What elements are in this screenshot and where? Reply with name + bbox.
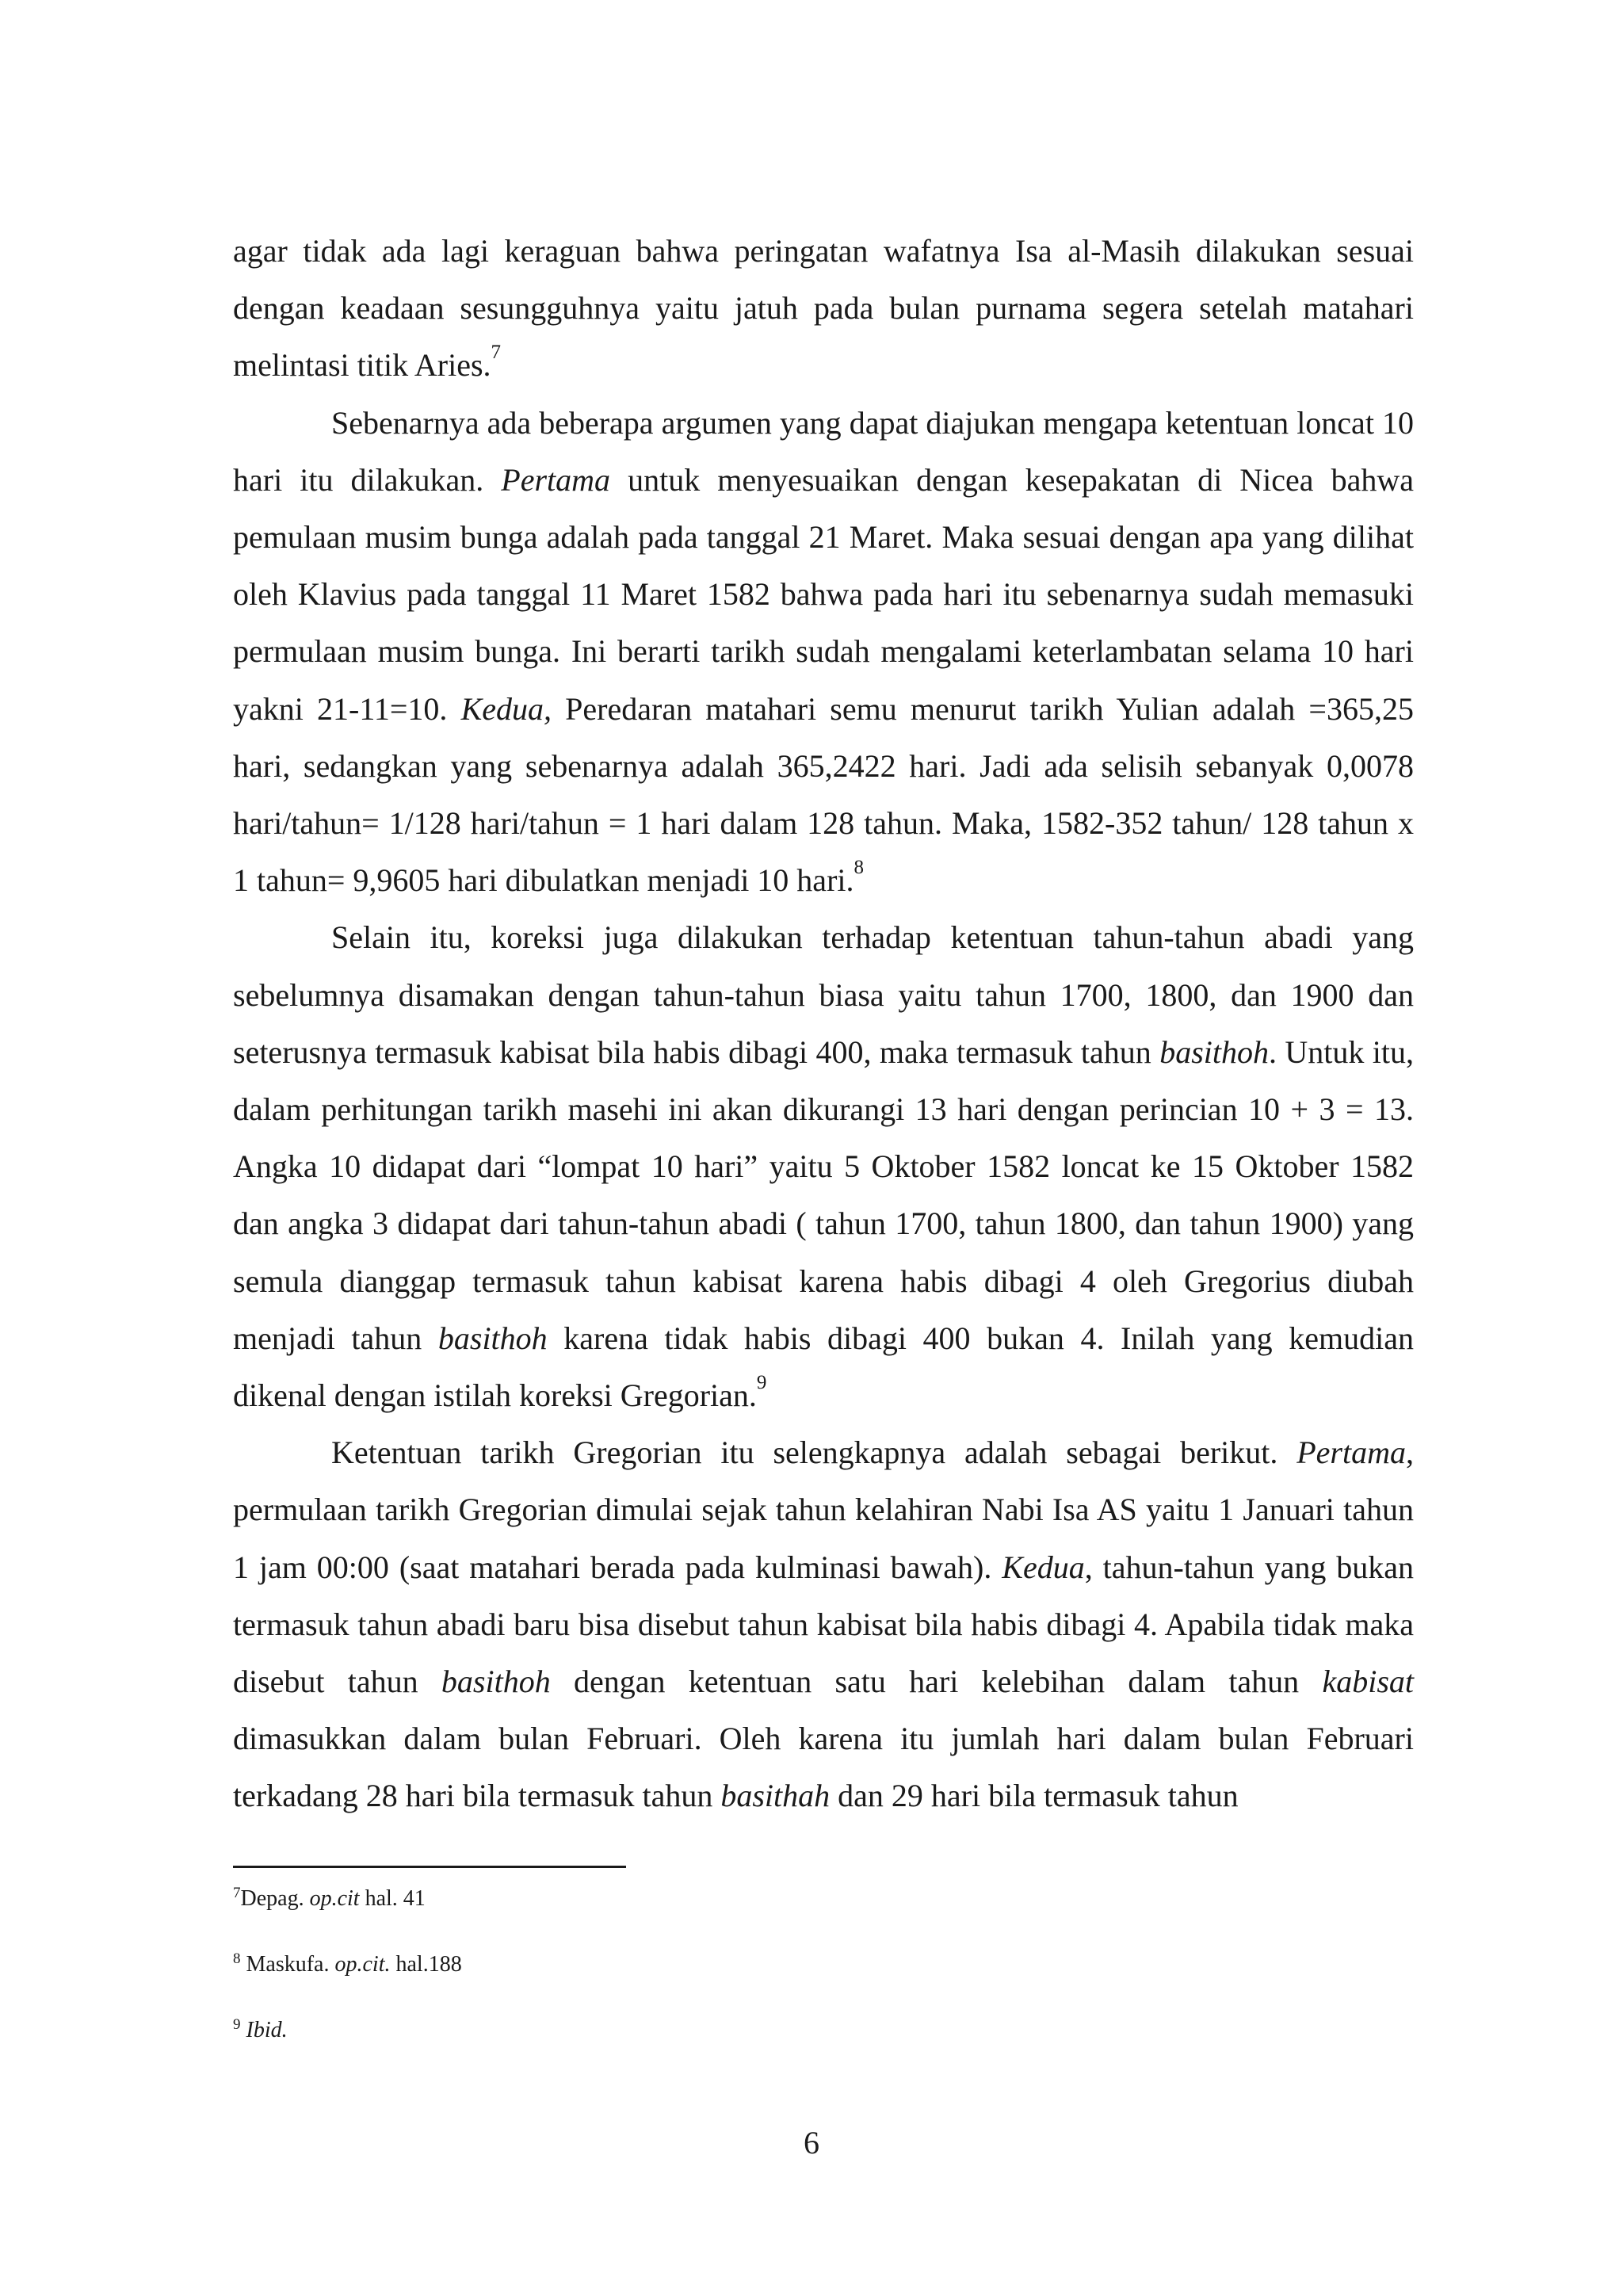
footnote [233, 1950, 1414, 1981]
text-run: Peredaran matahari semu menurut tarikh Yulian adalah =365,25 hari, sedangkan yang sebenarnya adalah 365,2422 hari. Jadi ada selisih sebanyak 0,0078 hari/tahun= 1/128 hari/tahun = 1 hari dalam 128 tahun. Maka, 1582-352 tahun/ 128 tahun x 1 tahun= 9,9605 hari dibulatkan menjadi 10 hari. [233, 690, 1414, 899]
text-run: , permulaan tarikh Gregorian dimulai sejak tahun kelahiran Nabi Isa AS yaitu 1 Januari tahun 1 jam 00:00 (saat matahari berada pada kulminasi bawah). [233, 1435, 1414, 1585]
page-number: 6 [804, 2125, 819, 2160]
text-run: Maskufa. [240, 1952, 335, 1977]
italic-text: Ibid. [246, 2018, 288, 2042]
footnotes [233, 1885, 1414, 2082]
text-run: Ketentuan tarikh Gregorian itu selengkapnya adalah sebagai berikut. [331, 1435, 1297, 1471]
footnote-number: 8 [233, 1950, 241, 1967]
italic-text: basithoh [1159, 1033, 1269, 1070]
text-run: dengan ketentuan satu hari kelebihan dalam tahun [550, 1664, 1323, 1700]
italic-text: Kedua [1002, 1549, 1085, 1585]
text-run: Selain itu, koreksi juga dilakukan terhadap ketentuan tahun-tahun abadi yang sebelumnya disamakan dengan tahun-tahun biasa yaitu tahun 1700, 1800, dan 1900 dan seterusnya termasuk kabisat bila habis dibagi 400, maka termasuk tahun [233, 919, 1414, 1070]
body-paragraph [233, 909, 1414, 1424]
text-run: dimasukkan dalam bulan Februari. Oleh karena itu jumlah hari dalam bulan Februari terkadang 28 hari bila termasuk tahun [233, 1721, 1414, 1814]
footnote-number: 7 [233, 1885, 241, 1901]
text-run: Sebenarnya ada beberapa argumen yang dapat diajukan mengapa ketentuan loncat 10 hari itu dilakukan. [233, 404, 1414, 498]
footnote [233, 1885, 1414, 1916]
italic-text: Pertama [1296, 1435, 1406, 1471]
footnote-number: 9 [233, 2016, 241, 2033]
footnote-separator [233, 1866, 626, 1868]
text-run [241, 2018, 246, 2042]
body-paragraph [233, 395, 1414, 910]
body-text [233, 223, 1414, 1825]
text-run: dan 29 hari bila termasuk tahun [830, 1778, 1239, 1814]
footnote-reference: 7 [491, 342, 502, 364]
italic-text: basithah [720, 1778, 831, 1814]
italic-text: kabisat [1322, 1664, 1414, 1700]
text-run: . Untuk itu, dalam perhitungan tarikh masehi ini akan dikurangi 13 hari dengan perincian 10 + 3 = 13. Angka 10 didapat dari “lompat 10 hari” yaitu 5 Oktober 1582 loncat ke 15 Oktober 1582 dan angka 3 didapat dari tahun-tahun abadi ( tahun 1700, tahun 1800, dan tahun 1900) yang semula dianggap termasuk tahun kabisat karena habis dibagi 4 oleh Gregorius diubah menjadi tahun [233, 1033, 1414, 1356]
text-run: , tahun-tahun yang bukan termasuk tahun abadi baru bisa disebut tahun kabisat bila habis dibagi 4. Apabila tidak maka disebut tahun [233, 1549, 1415, 1700]
body-paragraph [233, 223, 1414, 395]
text-run: hal.188 [390, 1952, 462, 1977]
italic-text: Kedua, [460, 690, 552, 727]
italic-text: op.cit [309, 1886, 360, 1911]
text-run: agar tidak ada lagi keraguan bahwa peringatan wafatnya Isa al-Masih dilakukan sesuai dengan keadaan sesungguhnya yaitu jatuh pada bulan purnama segera setelah matahari melintasi titik Aries. [233, 233, 1414, 384]
text-run: hal. 41 [359, 1886, 426, 1911]
text-run: Depag. [240, 1886, 310, 1911]
text-run: untuk menyesuaikan dengan kesepakatan di Nicea bahwa pemulaan musim bunga adalah pada tanggal 21 Maret. Maka sesuai dengan apa yang dilihat oleh Klavius pada tanggal 11 Maret 1582 bahwa pada hari itu sebenarnya sudah memasuki permulaan musim bunga. Ini berarti tarikh sudah mengalami keterlambatan selama 10 hari yakni 21-11=10. [233, 461, 1414, 727]
footnote-reference: 9 [756, 1371, 767, 1393]
italic-text: basithoh [441, 1664, 551, 1700]
body-paragraph [233, 1424, 1414, 1824]
italic-text: op.cit. [334, 1952, 391, 1977]
italic-text: basithoh [437, 1320, 548, 1356]
footnote-reference: 8 [854, 856, 864, 878]
text-run: karena tidak habis dibagi 400 bukan 4. Inilah yang kemudian dikenal dengan istilah koreksi Gregorian. [233, 1320, 1414, 1414]
footnote [233, 2016, 1414, 2047]
italic-text: Pertama [501, 461, 611, 498]
